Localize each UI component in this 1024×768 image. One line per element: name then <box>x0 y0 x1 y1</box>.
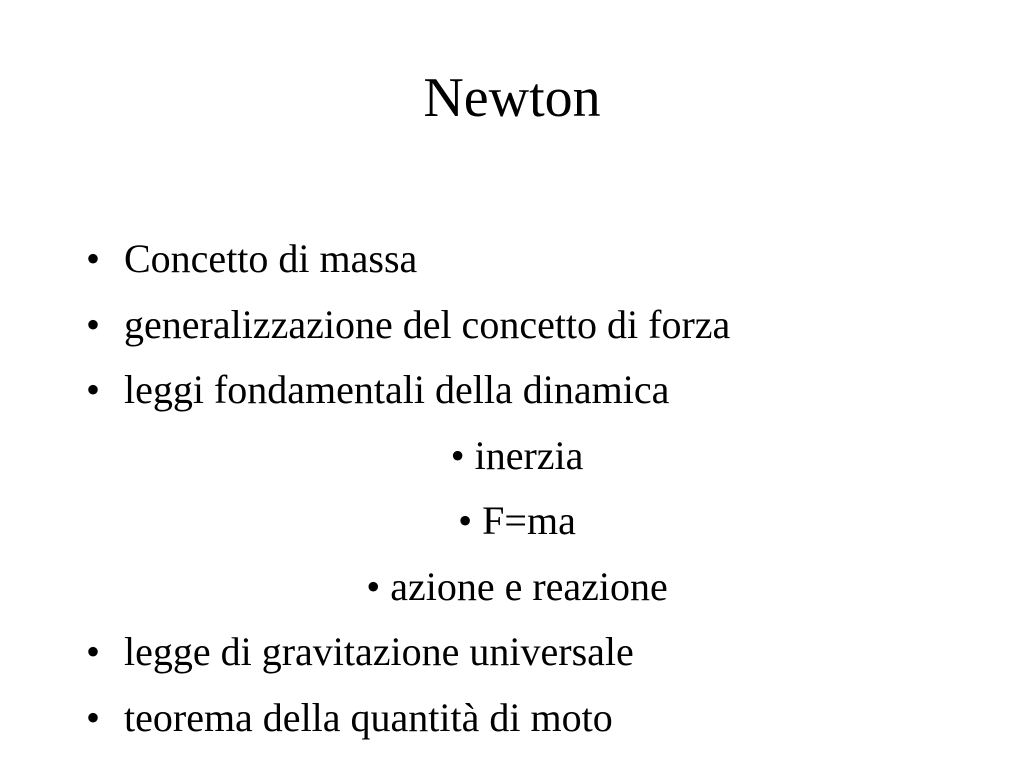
list-item-generalizzazione <box>0 292 1024 358</box>
bullet-icon: • <box>366 563 381 609</box>
sub-item-azione-e-reazione <box>0 554 1024 620</box>
bullet-icon: • <box>450 432 465 478</box>
list-item-text: leggi fondamentali della dinamica <box>124 367 670 412</box>
slide-title: Newton <box>423 67 601 129</box>
list-item-text: generalizzazione del concetto di forza <box>124 301 731 347</box>
list-item-quantita-di-moto <box>0 685 1024 751</box>
sub-item-text: azione e reazione <box>390 563 668 609</box>
list-item-concetto-di-massa <box>0 226 1024 292</box>
list-item-leggi-fondamentali <box>0 357 1024 423</box>
bullet-icon: • <box>86 367 101 412</box>
bullet-icon: • <box>86 236 101 281</box>
list-item-text: Concetto di massa <box>124 236 418 281</box>
list-item-text: legge di gravitazione universale <box>124 629 634 674</box>
list-item-gravitazione <box>0 619 1024 685</box>
sub-item-f-ma <box>0 488 1024 554</box>
sub-item-text: inerzia <box>474 432 584 478</box>
bullet-icon: • <box>458 498 473 543</box>
bullet-list <box>0 226 1024 750</box>
sub-item-inerzia <box>0 423 1024 489</box>
bullet-icon: • <box>86 629 101 674</box>
bullet-icon: • <box>86 694 101 740</box>
sub-item-text: F=ma <box>482 498 576 543</box>
bullet-icon: • <box>86 301 101 347</box>
list-item-text: teorema della quantità di moto <box>124 694 613 740</box>
